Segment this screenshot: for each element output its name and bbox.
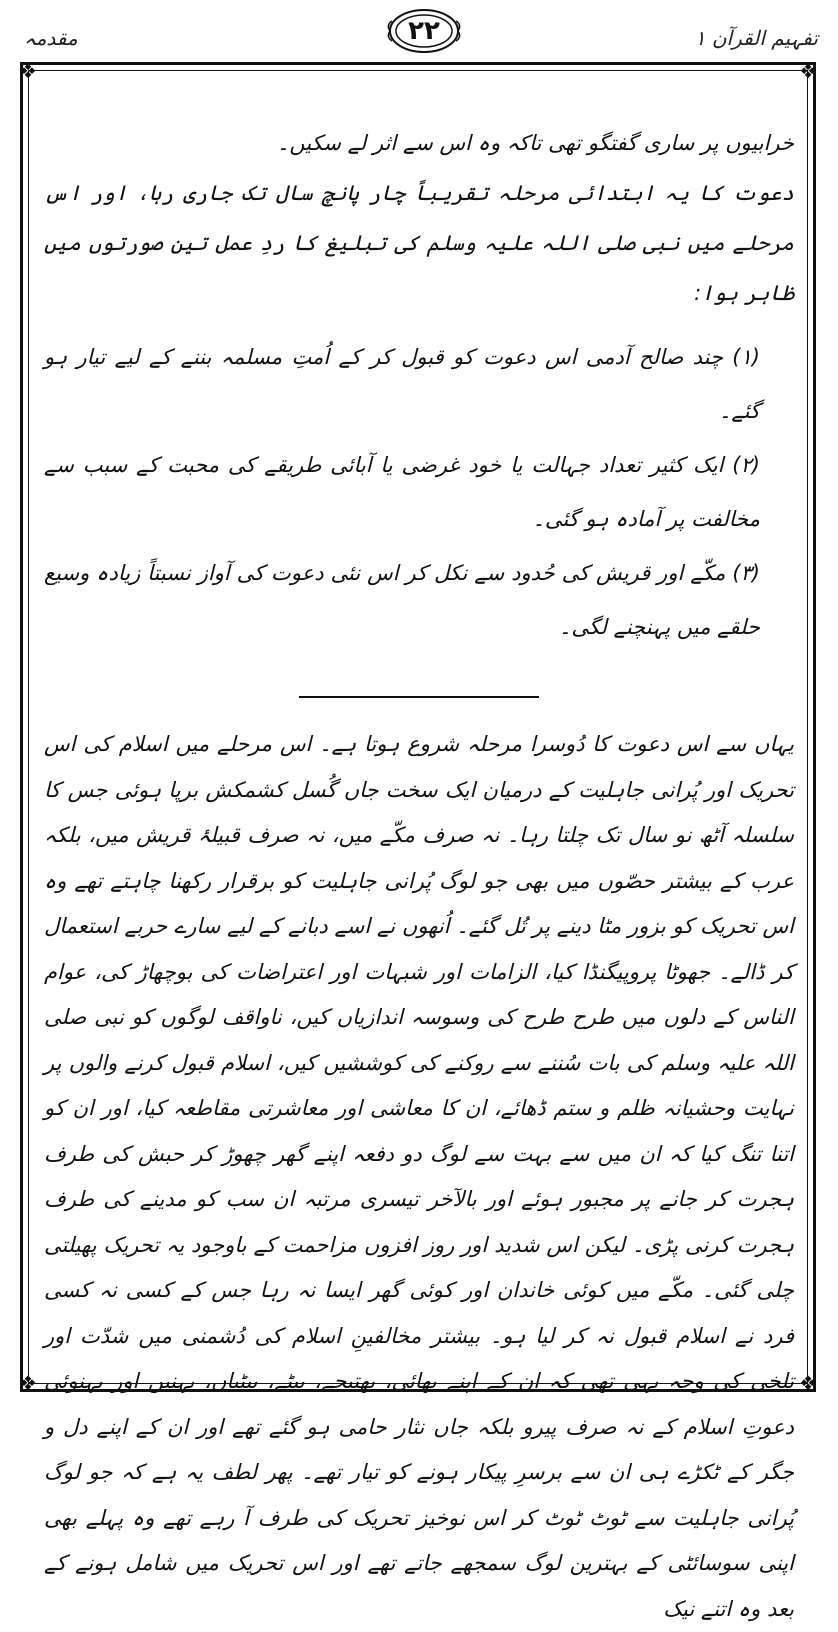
corner-ornament-icon: ❖ bbox=[799, 59, 817, 83]
book-title: تفہیم القرآن ۱ bbox=[694, 26, 818, 50]
intro-line: خرابیوں پر ساری گفتگو تھی تاکہ وہ اس سے اثر لے سکیں۔ bbox=[277, 131, 794, 155]
paragraph-2: یہاں سے اس دعوت کا دُوسرا مرحلہ شروع ہوتا ہے۔ اس مرحلے میں اسلام کی اس تحریک اور پُرانی جاہلیت کے درمیان ایک سخت جاں گُسل کشمکش برپا ہوئی جس کا سلسلہ آٹھ نو سال تک چلتا رہا۔ نہ صرف مکّے میں، نہ صرف قبیلۂ قریش میں، بلکہ عرب کے بیشتر حصّوں میں بھی جو لوگ پُرانی جاہلیت کو برقرار رکھنا چاہتے تھے وہ اس تحریک کو بزور مٹا دینے پر تُل گئے۔ اُنھوں نے اسے دبانے کے لیے سارے حربے استعمال کر ڈالے۔ جھوٹا پروپیگنڈا کیا، الزامات اور شبہات اور اعتراضات کی بوچھاڑ کی، عوام الناس کے دلوں میں طرح طرح کی وسوسہ اندازیاں کیں، ناواقف لوگوں کو نبی صلی اللہ علیہ وسلم کی بات سُننے سے روکنے کی کوششیں کیں، اسلام قبول کرنے والوں پر نہایت وحشیانہ ظلم و ستم ڈھائے، ان کا معاشی اور معاشرتی مقاطعہ کیا، اور ان کو اتنا تنگ کیا کہ ان میں سے بہت سے لوگ دو دفعہ اپنے گھر چھوڑ کر حبش کی طرف ہجرت کر جانے پر مجبور ہوئے اور بالآخر تیسری مرتبہ ان سب کو مدینے کی طرف ہجرت کرنی پڑی۔ لیکن اس شدید اور روز افزوں مزاحمت کے باوجود یہ تحریک پھیلتی چلی گئی۔ مکّے میں کوئی خاندان اور کوئی گھر ایسا نہ رہا جس کے کسی نہ کسی فرد نے اسلام قبول نہ کر لیا ہو۔ بیشتر مخالفینِ اسلام کی دُشمنی میں شدّت اور تلخی کی وجہ یہی تھی کہ ان کے اپنے بھائی، بھتیجے، بیٹے، بیٹیاں، بہنیں اور بہنوئی دعوتِ اسلام کے نہ صرف پیرو بلکہ جاں نثار حامی ہو گئے تھے اور ان کے اپنے دل و جگر کے ٹکڑے ہی ان سے برسرِ پیکار ہونے کو تیار تھے۔ پھر لطف یہ ہے کہ جو لوگ پُرانی جاہلیت سے ٹوٹ ٹوٹ کر اس نوخیز تحریک کی طرف آ رہے تھے وہ پہلے بھی اپنی سوسائٹی کے بہترین لوگ سمجھے جاتے تھے اور اس تحریک میں شامل ہونے کے بعد وہ اتنے نیک bbox=[44, 732, 794, 1621]
section-divider bbox=[299, 696, 539, 698]
list-item: (۳) مکّے اور قریش کی حُدود سے نکل کر اس نئی دعوت کی آواز نسبتاً زیادہ وسیع حلقے میں پہنچنے لگی۔ bbox=[44, 561, 760, 639]
corner-ornament-icon: ❖ bbox=[19, 59, 37, 83]
page-number-badge bbox=[384, 4, 464, 58]
numbered-list bbox=[44, 330, 794, 654]
paragraph-1: دعوت کا یہ ابتدائی مرحلہ تقریباً چار پانچ سال تک جاری رہا، اور اس مرحلے میں نبی صلی اللہ علیہ وسلم کی تبلیغ کا ردِ عمل تین صورتوں میں ظاہر ہوا: bbox=[44, 181, 794, 305]
chapter-label: مقدمہ bbox=[24, 26, 78, 50]
page-number: ۲۲ bbox=[408, 16, 440, 46]
corner-ornament-icon: ❖ bbox=[19, 1371, 37, 1395]
list-item: (۱) چند صالح آدمی اس دعوت کو قبول کر کے اُمتِ مسلمہ بننے کے لیے تیار ہو گئے۔ bbox=[44, 345, 760, 423]
corner-ornament-icon: ❖ bbox=[799, 1371, 817, 1395]
list-item: (۲) ایک کثیر تعداد جہالت یا خود غرضی یا آبائی طریقے کی محبت کے سبب سے مخالفت پر آمادہ ہو گئی۔ bbox=[44, 453, 760, 531]
